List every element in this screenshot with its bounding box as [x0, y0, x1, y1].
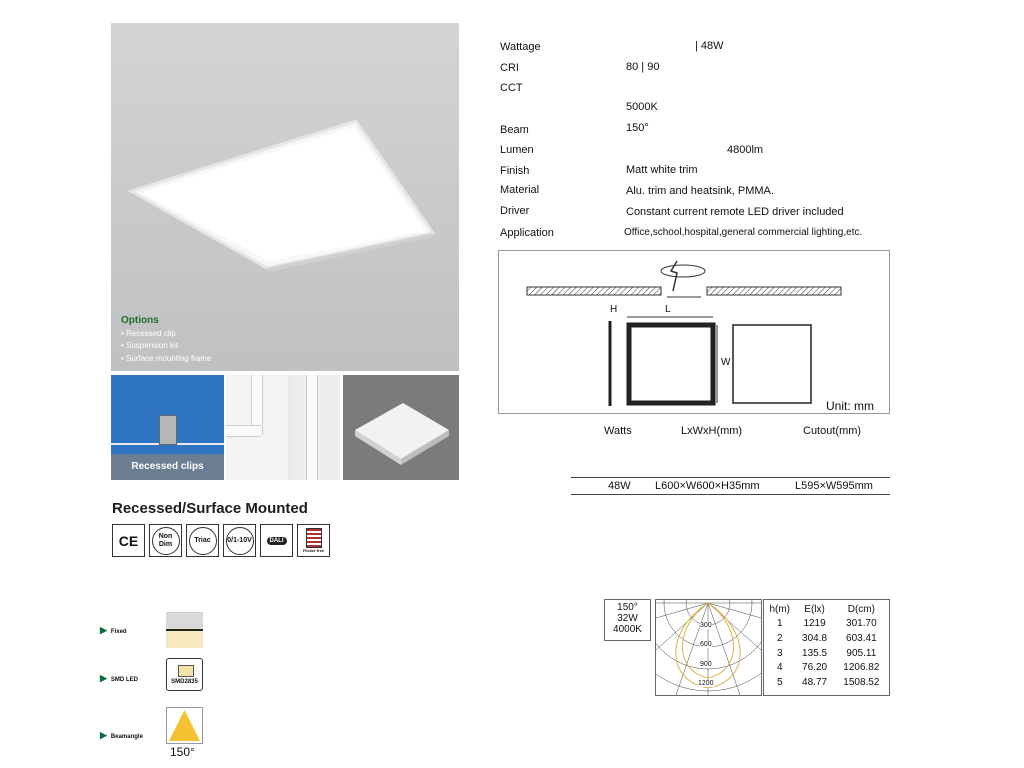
- spec-label-lumen: Lumen: [500, 144, 534, 156]
- installation-diagram: [498, 250, 890, 414]
- table-bottom-rule: [571, 494, 890, 495]
- ring-label: 600: [700, 641, 712, 648]
- table-header-row: [764, 602, 889, 617]
- options-list: [121, 315, 211, 365]
- feature-smd-led: ▶ SMD LED: [100, 673, 138, 683]
- table-row: 5 48.77 1508.52: [776, 676, 880, 688]
- spec-label-cct: CCT: [500, 82, 523, 94]
- option-item: • Recessed clip: [121, 328, 176, 338]
- beam-angle-value: 150°: [170, 745, 195, 759]
- ring-label: 1200: [698, 680, 714, 687]
- option-item: • Suspension kit: [121, 341, 179, 350]
- spec-value-wattage: | 48W: [695, 40, 724, 52]
- arrow-icon: ▶: [100, 730, 107, 740]
- spec-label-finish: Finish: [500, 165, 530, 177]
- non-dim-icon: Non Dim: [149, 524, 182, 557]
- spec-label-cri: CRI: [500, 62, 519, 74]
- spec-value-finish: Matt white trim: [626, 164, 698, 176]
- beam-angle-icon: [166, 707, 203, 744]
- certification-badges: [112, 524, 330, 557]
- feature-beamangle: ▶ Beamangle: [100, 730, 143, 740]
- table-top-rule: [571, 477, 890, 478]
- spec-value-beam: 150°: [626, 122, 649, 134]
- options-title: Options: [121, 315, 159, 326]
- spec-label-material: Material: [500, 184, 540, 196]
- smd-chip-icon: SMD2835: [166, 658, 203, 691]
- arrow-icon: ▶: [100, 673, 107, 683]
- flicker-free-icon: Flicker free: [297, 524, 330, 557]
- spec-label-driver: Driver: [500, 205, 530, 217]
- dimension-l-label: L: [665, 304, 671, 315]
- col-header-size: LxWxH(mm): [681, 425, 743, 437]
- header-illuminance: E(lx): [804, 603, 825, 615]
- cell-watts: 48W: [608, 480, 631, 492]
- cct-text: 4000K: [613, 624, 642, 635]
- wattage-text: 32W: [617, 613, 638, 624]
- thumbnail-recessed-clips: [111, 375, 224, 480]
- header-height: h(m): [769, 603, 790, 615]
- table-row: 4 76.20 1206.82: [776, 662, 880, 674]
- option-item: • Surface mounting frame: [121, 353, 212, 363]
- unit-label: Unit: mm: [826, 399, 874, 413]
- dimming-0-10v-icon: 0/1-10V: [223, 524, 256, 557]
- fixed-mount-icon: [166, 612, 203, 648]
- mounting-heading: Recessed/Surface Mounted: [112, 500, 308, 517]
- thumbnail-caption: Recessed clips: [111, 454, 224, 480]
- illuminance-table: [763, 599, 890, 696]
- feature-fixed: ▶ Fixed: [100, 625, 127, 635]
- spec-value-cct: 5000K: [626, 101, 658, 113]
- table-row: 3 135.5 905.11: [776, 647, 877, 659]
- col-header-cutout: Cutout(mm): [803, 425, 862, 437]
- cell-size: L600×W600×H35mm: [655, 480, 760, 492]
- thumbnail-suspension: [226, 375, 340, 480]
- table-row: 1 1219 301.70: [776, 618, 877, 630]
- header-diameter: D(cm): [847, 603, 875, 615]
- spec-value-material: Alu. trim and heatsink, PMMA.: [626, 185, 774, 197]
- dimension-w-label: W: [721, 357, 731, 368]
- thumbnail-surface-frame: [343, 375, 459, 480]
- col-header-watts: Watts: [604, 425, 632, 437]
- ce-mark-icon: CE: [112, 524, 145, 557]
- ring-label: 300: [700, 622, 712, 629]
- spec-label-wattage: Wattage: [500, 41, 541, 53]
- spec-value-cri: 80 | 90: [626, 61, 660, 73]
- clip-icon: [159, 415, 177, 445]
- dimension-drawing: [499, 251, 889, 413]
- spec-label-beam: Beam: [500, 124, 529, 136]
- photometric-spec-box: [604, 599, 651, 641]
- spec-value-application: Office,school,hospital,general commercial lighting,etc.: [624, 227, 863, 238]
- table-row: 2 304.8 603.41: [776, 632, 877, 644]
- spec-value-lumen: 4800lm: [727, 144, 764, 156]
- cell-cutout: L595×W595mm: [795, 480, 873, 492]
- ring-label: 900: [700, 661, 712, 668]
- arrow-icon: ▶: [100, 625, 107, 635]
- polar-distribution-chart: [655, 599, 762, 696]
- dimension-h-label: H: [610, 304, 618, 315]
- dali-icon: DALI: [260, 524, 293, 557]
- spec-value-driver: Constant current remote LED driver included: [626, 206, 844, 218]
- beam-angle-text: 150°: [617, 602, 638, 613]
- spec-label-application: Application: [500, 227, 554, 239]
- triac-icon: Triac: [186, 524, 219, 557]
